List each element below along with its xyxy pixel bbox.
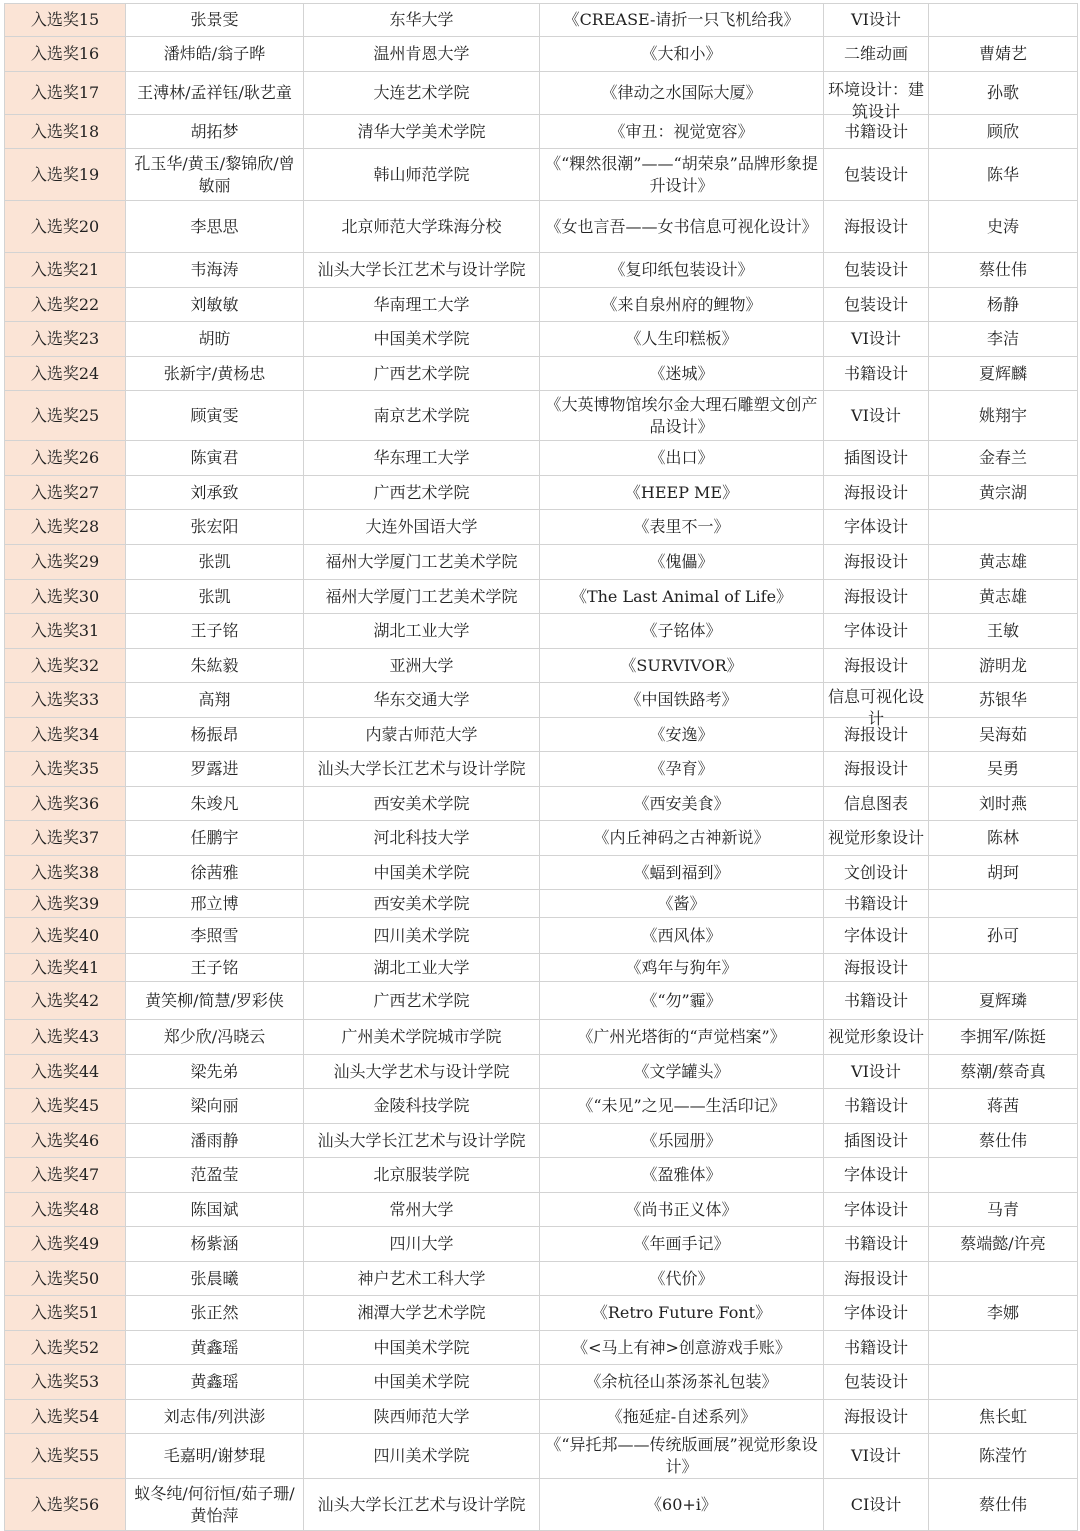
school-cell: 神户艺术工科大学 bbox=[304, 1262, 540, 1296]
award-cell: 入选奖48 bbox=[5, 1193, 126, 1227]
table-row bbox=[5, 357, 1078, 391]
award-cell: 入选奖55 bbox=[5, 1434, 126, 1479]
category-cell: 插图设计 bbox=[824, 441, 929, 476]
category-cell: 书籍设计 bbox=[824, 1331, 929, 1365]
author-cell: 韦海涛 bbox=[126, 253, 304, 288]
school-cell: 金陵科技学院 bbox=[304, 1089, 540, 1124]
table-row bbox=[5, 614, 1078, 649]
author-cell: 郑少欣/冯晓云 bbox=[126, 1020, 304, 1055]
table-row bbox=[5, 1434, 1078, 1479]
table-row bbox=[5, 510, 1078, 545]
author-cell: 张景雯 bbox=[126, 4, 304, 37]
author-cell: 张宏阳 bbox=[126, 510, 304, 545]
author-cell: 孔玉华/黄玉/黎锦欣/曾敏丽 bbox=[126, 149, 304, 201]
work-title-cell: 《复印纸包装设计》 bbox=[540, 253, 824, 288]
category-cell: 海报设计 bbox=[824, 1400, 929, 1434]
author-cell: 刘承致 bbox=[126, 476, 304, 510]
table-row bbox=[5, 1296, 1078, 1331]
author-cell: 黄鑫瑶 bbox=[126, 1365, 304, 1400]
author-cell: 潘炜皓/翁子晔 bbox=[126, 37, 304, 72]
award-cell: 入选奖34 bbox=[5, 718, 126, 752]
table-row bbox=[5, 253, 1078, 288]
work-title-cell: 《迷城》 bbox=[540, 357, 824, 391]
school-cell: 广西艺术学院 bbox=[304, 476, 540, 510]
author-cell: 王溥林/孟祥钰/耿艺童 bbox=[126, 72, 304, 115]
author-cell: 张新宇/黄杨忠 bbox=[126, 357, 304, 391]
table-row bbox=[5, 1365, 1078, 1400]
work-title-cell: 《乐园册》 bbox=[540, 1124, 824, 1158]
school-cell: 内蒙古师范大学 bbox=[304, 718, 540, 752]
school-cell: 华东理工大学 bbox=[304, 441, 540, 476]
work-title-cell: 《“未见”之见——生活印记》 bbox=[540, 1089, 824, 1124]
author-cell: 顾寅雯 bbox=[126, 391, 304, 441]
work-title-cell: 《孕育》 bbox=[540, 752, 824, 787]
category-cell: 海报设计 bbox=[824, 201, 929, 253]
school-cell: 汕头大学长江艺术与设计学院 bbox=[304, 1124, 540, 1158]
award-cell: 入选奖54 bbox=[5, 1400, 126, 1434]
school-cell: 四川美术学院 bbox=[304, 918, 540, 954]
award-cell: 入选奖20 bbox=[5, 201, 126, 253]
category-cell: 字体设计 bbox=[824, 510, 929, 545]
table-row bbox=[5, 72, 1078, 115]
advisor-cell: 黄志雄 bbox=[929, 545, 1078, 580]
advisor-cell: 焦长虹 bbox=[929, 1400, 1078, 1434]
author-cell: 范盈莹 bbox=[126, 1158, 304, 1193]
table-row bbox=[5, 787, 1078, 821]
award-cell: 入选奖21 bbox=[5, 253, 126, 288]
table-row bbox=[5, 322, 1078, 357]
author-cell: 陈国斌 bbox=[126, 1193, 304, 1227]
award-cell: 入选奖31 bbox=[5, 614, 126, 649]
advisor-cell: 孙可 bbox=[929, 918, 1078, 954]
work-title-cell: 《表里不一》 bbox=[540, 510, 824, 545]
advisor-cell: 姚翔宇 bbox=[929, 391, 1078, 441]
advisor-cell: 蔡仕伟 bbox=[929, 1124, 1078, 1158]
table-row bbox=[5, 918, 1078, 954]
work-title-cell: 《代价》 bbox=[540, 1262, 824, 1296]
table-row bbox=[5, 1331, 1078, 1365]
table-row bbox=[5, 37, 1078, 72]
award-cell: 入选奖42 bbox=[5, 982, 126, 1020]
author-cell: 张晨曦 bbox=[126, 1262, 304, 1296]
advisor-cell: 黄志雄 bbox=[929, 580, 1078, 614]
author-cell: 胡拓梦 bbox=[126, 115, 304, 149]
award-cell: 入选奖27 bbox=[5, 476, 126, 510]
work-title-cell: 《广州光塔街的“声觉档案”》 bbox=[540, 1020, 824, 1055]
school-cell: 中国美术学院 bbox=[304, 1331, 540, 1365]
advisor-cell: 胡珂 bbox=[929, 856, 1078, 890]
table-row bbox=[5, 1479, 1078, 1531]
award-cell: 入选奖39 bbox=[5, 890, 126, 918]
table-row bbox=[5, 441, 1078, 476]
award-cell: 入选奖38 bbox=[5, 856, 126, 890]
award-cell: 入选奖47 bbox=[5, 1158, 126, 1193]
school-cell: 广西艺术学院 bbox=[304, 357, 540, 391]
work-title-cell: 《年画手记》 bbox=[540, 1227, 824, 1262]
category-cell: VI设计 bbox=[824, 1055, 929, 1089]
table-row bbox=[5, 1089, 1078, 1124]
category-cell: VI设计 bbox=[824, 1434, 929, 1479]
school-cell: 亚洲大学 bbox=[304, 649, 540, 683]
award-cell: 入选奖32 bbox=[5, 649, 126, 683]
work-title-cell: 《律动之水国际大厦》 bbox=[540, 72, 824, 115]
table-row bbox=[5, 649, 1078, 683]
table-row bbox=[5, 718, 1078, 752]
school-cell: 华南理工大学 bbox=[304, 288, 540, 322]
table-row bbox=[5, 545, 1078, 580]
category-cell: 海报设计 bbox=[824, 752, 929, 787]
school-cell: 清华大学美术学院 bbox=[304, 115, 540, 149]
category-text: 环境设计：建筑设计 bbox=[827, 80, 924, 121]
award-cell: 入选奖49 bbox=[5, 1227, 126, 1262]
award-cell: 入选奖18 bbox=[5, 115, 126, 149]
advisor-cell bbox=[929, 1262, 1078, 1296]
author-cell: 任鹏宇 bbox=[126, 821, 304, 856]
advisor-cell: 吴勇 bbox=[929, 752, 1078, 787]
table-row bbox=[5, 683, 1078, 718]
award-cell: 入选奖40 bbox=[5, 918, 126, 954]
advisor-cell bbox=[929, 1158, 1078, 1193]
work-title-cell: 《大和小》 bbox=[540, 37, 824, 72]
advisor-cell: 夏辉璘 bbox=[929, 982, 1078, 1020]
award-cell: 入选奖16 bbox=[5, 37, 126, 72]
author-cell: 罗露进 bbox=[126, 752, 304, 787]
work-title-cell: 《出口》 bbox=[540, 441, 824, 476]
advisor-cell: 蔡仕伟 bbox=[929, 1479, 1078, 1531]
category-cell: VI设计 bbox=[824, 322, 929, 357]
work-title-cell: 《酱》 bbox=[540, 890, 824, 918]
advisor-cell: 吴海茹 bbox=[929, 718, 1078, 752]
work-title-cell: 《人生印糕板》 bbox=[540, 322, 824, 357]
school-cell: 河北科技大学 bbox=[304, 821, 540, 856]
category-cell: 海报设计 bbox=[824, 1262, 929, 1296]
category-cell: 文创设计 bbox=[824, 856, 929, 890]
school-cell: 陕西师范大学 bbox=[304, 1400, 540, 1434]
school-cell: 福州大学厦门工艺美术学院 bbox=[304, 545, 540, 580]
author-cell: 李思思 bbox=[126, 201, 304, 253]
table-row bbox=[5, 752, 1078, 787]
author-cell: 梁向丽 bbox=[126, 1089, 304, 1124]
author-cell: 杨振昂 bbox=[126, 718, 304, 752]
award-cell: 入选奖26 bbox=[5, 441, 126, 476]
author-cell: 高翔 bbox=[126, 683, 304, 718]
category-cell bbox=[824, 683, 929, 728]
category-cell: 海报设计 bbox=[824, 649, 929, 683]
award-cell: 入选奖53 bbox=[5, 1365, 126, 1400]
table-row bbox=[5, 1124, 1078, 1158]
advisor-cell: 杨静 bbox=[929, 288, 1078, 322]
advisor-cell: 李拥军/陈挺 bbox=[929, 1020, 1078, 1055]
category-cell: CI设计 bbox=[824, 1479, 929, 1531]
school-cell: 湖北工业大学 bbox=[304, 614, 540, 649]
category-cell: 书籍设计 bbox=[824, 115, 929, 149]
advisor-cell: 夏辉麟 bbox=[929, 357, 1078, 391]
advisor-cell: 蔡仕伟 bbox=[929, 253, 1078, 288]
category-cell: 海报设计 bbox=[824, 580, 929, 614]
work-title-cell: 《CREASE-请折一只飞机给我》 bbox=[540, 4, 824, 37]
work-title-cell: 《鸡年与狗年》 bbox=[540, 954, 824, 982]
school-cell: 西安美术学院 bbox=[304, 787, 540, 821]
work-title-cell: 《内丘神码之古神新说》 bbox=[540, 821, 824, 856]
work-title-cell: 《“粿然很潮”——“胡荣泉”品牌形象提升设计》 bbox=[540, 149, 824, 201]
school-cell: 广州美术学院城市学院 bbox=[304, 1020, 540, 1055]
advisor-cell: 陈滢竹 bbox=[929, 1434, 1078, 1479]
work-title-cell: 《<马上有神>创意游戏手账》 bbox=[540, 1331, 824, 1365]
award-cell: 入选奖15 bbox=[5, 4, 126, 37]
table-row bbox=[5, 115, 1078, 149]
category-text: 信息可视化设计 bbox=[827, 687, 924, 728]
author-cell: 李照雪 bbox=[126, 918, 304, 954]
category-cell: VI设计 bbox=[824, 391, 929, 441]
awards-table bbox=[4, 3, 1078, 1531]
category-cell: 海报设计 bbox=[824, 545, 929, 580]
award-cell: 入选奖41 bbox=[5, 954, 126, 982]
school-cell: 北京服装学院 bbox=[304, 1158, 540, 1193]
award-cell: 入选奖23 bbox=[5, 322, 126, 357]
award-cell: 入选奖30 bbox=[5, 580, 126, 614]
category-cell: 字体设计 bbox=[824, 918, 929, 954]
school-cell: 中国美术学院 bbox=[304, 322, 540, 357]
award-cell: 入选奖17 bbox=[5, 72, 126, 115]
advisor-cell: 蔡端懿/许亮 bbox=[929, 1227, 1078, 1262]
category-cell: 书籍设计 bbox=[824, 982, 929, 1020]
award-cell: 入选奖44 bbox=[5, 1055, 126, 1089]
work-title-cell: 《中国铁路考》 bbox=[540, 683, 824, 718]
table-row bbox=[5, 391, 1078, 441]
advisor-cell bbox=[929, 1331, 1078, 1365]
author-cell: 黄鑫瑶 bbox=[126, 1331, 304, 1365]
award-cell: 入选奖33 bbox=[5, 683, 126, 718]
work-title-cell: 《SURVIVOR》 bbox=[540, 649, 824, 683]
work-title-cell: 《拖延症-自述系列》 bbox=[540, 1400, 824, 1434]
work-title-cell: 《傀儡》 bbox=[540, 545, 824, 580]
award-cell: 入选奖51 bbox=[5, 1296, 126, 1331]
author-cell: 王子铭 bbox=[126, 614, 304, 649]
category-cell: 字体设计 bbox=[824, 614, 929, 649]
author-cell: 徐茜雅 bbox=[126, 856, 304, 890]
advisor-cell: 蔡潮/蔡奇真 bbox=[929, 1055, 1078, 1089]
school-cell: 福州大学厦门工艺美术学院 bbox=[304, 580, 540, 614]
category-cell: 字体设计 bbox=[824, 1158, 929, 1193]
author-cell: 陈寅君 bbox=[126, 441, 304, 476]
advisor-cell: 马青 bbox=[929, 1193, 1078, 1227]
work-title-cell: 《西风体》 bbox=[540, 918, 824, 954]
advisor-cell bbox=[929, 510, 1078, 545]
author-cell: 张正然 bbox=[126, 1296, 304, 1331]
author-cell: 梁先弟 bbox=[126, 1055, 304, 1089]
award-cell: 入选奖25 bbox=[5, 391, 126, 441]
school-cell: 西安美术学院 bbox=[304, 890, 540, 918]
category-cell: 包装设计 bbox=[824, 288, 929, 322]
author-cell: 张凯 bbox=[126, 580, 304, 614]
category-cell: 书籍设计 bbox=[824, 357, 929, 391]
school-cell: 韩山师范学院 bbox=[304, 149, 540, 201]
advisor-cell: 陈林 bbox=[929, 821, 1078, 856]
work-title-cell: 《西安美食》 bbox=[540, 787, 824, 821]
school-cell: 汕头大学长江艺术与设计学院 bbox=[304, 253, 540, 288]
table-row bbox=[5, 288, 1078, 322]
advisor-cell: 蒋茜 bbox=[929, 1089, 1078, 1124]
author-cell: 朱紘毅 bbox=[126, 649, 304, 683]
advisor-cell: 李娜 bbox=[929, 1296, 1078, 1331]
category-cell: 包装设计 bbox=[824, 1365, 929, 1400]
award-cell: 入选奖22 bbox=[5, 288, 126, 322]
author-cell: 蚁冬纯/何衍恒/茹子珊/黄怡萍 bbox=[126, 1479, 304, 1531]
school-cell: 大连外国语大学 bbox=[304, 510, 540, 545]
work-title-cell: 《“勿”霾》 bbox=[540, 982, 824, 1020]
table-row bbox=[5, 4, 1078, 37]
category-cell: 二维动画 bbox=[824, 37, 929, 72]
advisor-cell bbox=[929, 890, 1078, 918]
table-row bbox=[5, 1020, 1078, 1055]
advisor-cell: 王敏 bbox=[929, 614, 1078, 649]
work-title-cell: 《The Last Animal of Life》 bbox=[540, 580, 824, 614]
award-cell: 入选奖29 bbox=[5, 545, 126, 580]
award-cell: 入选奖56 bbox=[5, 1479, 126, 1531]
category-cell: 海报设计 bbox=[824, 476, 929, 510]
advisor-cell: 金春兰 bbox=[929, 441, 1078, 476]
school-cell: 汕头大学长江艺术与设计学院 bbox=[304, 752, 540, 787]
advisor-cell: 游明龙 bbox=[929, 649, 1078, 683]
advisor-cell: 苏银华 bbox=[929, 683, 1078, 718]
table-row bbox=[5, 890, 1078, 918]
category-cell: 视觉形象设计 bbox=[824, 821, 929, 856]
category-cell: 字体设计 bbox=[824, 1193, 929, 1227]
category-cell: 书籍设计 bbox=[824, 1227, 929, 1262]
award-cell: 入选奖19 bbox=[5, 149, 126, 201]
advisor-cell: 孙歌 bbox=[929, 72, 1078, 115]
school-cell: 温州肯恩大学 bbox=[304, 37, 540, 72]
school-cell: 汕头大学长江艺术与设计学院 bbox=[304, 1479, 540, 1531]
table-row bbox=[5, 954, 1078, 982]
author-cell: 刘敏敏 bbox=[126, 288, 304, 322]
school-cell: 汕头大学艺术与设计学院 bbox=[304, 1055, 540, 1089]
work-title-cell: 《60+i》 bbox=[540, 1479, 824, 1531]
advisor-cell bbox=[929, 954, 1078, 982]
category-cell bbox=[824, 72, 929, 121]
table-row bbox=[5, 982, 1078, 1020]
award-cell: 入选奖24 bbox=[5, 357, 126, 391]
work-title-cell: 《安逸》 bbox=[540, 718, 824, 752]
author-cell: 刘志伟/列洪澎 bbox=[126, 1400, 304, 1434]
category-cell: 信息图表 bbox=[824, 787, 929, 821]
work-title-cell: 《Retro Future Font》 bbox=[540, 1296, 824, 1331]
school-cell: 四川美术学院 bbox=[304, 1434, 540, 1479]
award-cell: 入选奖46 bbox=[5, 1124, 126, 1158]
school-cell: 常州大学 bbox=[304, 1193, 540, 1227]
school-cell: 湘潭大学艺术学院 bbox=[304, 1296, 540, 1331]
advisor-cell: 黄宗湖 bbox=[929, 476, 1078, 510]
category-cell: 书籍设计 bbox=[824, 1089, 929, 1124]
award-cell: 入选奖36 bbox=[5, 787, 126, 821]
advisor-cell: 史涛 bbox=[929, 201, 1078, 253]
school-cell: 东华大学 bbox=[304, 4, 540, 37]
category-cell: 包装设计 bbox=[824, 253, 929, 288]
author-cell: 张凯 bbox=[126, 545, 304, 580]
work-title-cell: 《文学罐头》 bbox=[540, 1055, 824, 1089]
table-row bbox=[5, 1400, 1078, 1434]
school-cell: 南京艺术学院 bbox=[304, 391, 540, 441]
author-cell: 黄笑柳/简慧/罗彩侠 bbox=[126, 982, 304, 1020]
author-cell: 王子铭 bbox=[126, 954, 304, 982]
category-cell: VI设计 bbox=[824, 4, 929, 37]
author-cell: 毛嘉明/谢梦琨 bbox=[126, 1434, 304, 1479]
work-title-cell: 《尚书正义体》 bbox=[540, 1193, 824, 1227]
school-cell: 大连艺术学院 bbox=[304, 72, 540, 115]
work-title-cell: 《女也言吾——女书信息可视化设计》 bbox=[540, 201, 824, 253]
table-row bbox=[5, 580, 1078, 614]
work-title-cell: 《“异托邦——传统版画展”视觉形象设计》 bbox=[540, 1434, 824, 1479]
table-row bbox=[5, 1193, 1078, 1227]
category-cell: 字体设计 bbox=[824, 1296, 929, 1331]
table-row bbox=[5, 1055, 1078, 1089]
table-row bbox=[5, 856, 1078, 890]
work-title-cell: 《蝠到福到》 bbox=[540, 856, 824, 890]
advisor-cell: 刘时燕 bbox=[929, 787, 1078, 821]
category-cell: 海报设计 bbox=[824, 954, 929, 982]
table-row bbox=[5, 201, 1078, 253]
work-title-cell: 《审丑：视觉宽容》 bbox=[540, 115, 824, 149]
school-cell: 湖北工业大学 bbox=[304, 954, 540, 982]
table-row bbox=[5, 1262, 1078, 1296]
category-cell: 视觉形象设计 bbox=[824, 1020, 929, 1055]
author-cell: 杨紫涵 bbox=[126, 1227, 304, 1262]
school-cell: 中国美术学院 bbox=[304, 856, 540, 890]
award-cell: 入选奖37 bbox=[5, 821, 126, 856]
advisor-cell: 李洁 bbox=[929, 322, 1078, 357]
award-cell: 入选奖45 bbox=[5, 1089, 126, 1124]
work-title-cell: 《大英博物馆埃尔金大理石雕塑文创产品设计》 bbox=[540, 391, 824, 441]
school-cell: 北京师范大学珠海分校 bbox=[304, 201, 540, 253]
school-cell: 华东交通大学 bbox=[304, 683, 540, 718]
work-title-cell: 《HEEP ME》 bbox=[540, 476, 824, 510]
awards-table-body bbox=[5, 4, 1078, 1531]
award-cell: 入选奖43 bbox=[5, 1020, 126, 1055]
work-title-cell: 《余杭径山茶汤茶礼包装》 bbox=[540, 1365, 824, 1400]
category-cell: 包装设计 bbox=[824, 149, 929, 201]
author-cell: 胡昉 bbox=[126, 322, 304, 357]
work-title-cell: 《来自泉州府的鲤物》 bbox=[540, 288, 824, 322]
table-row bbox=[5, 149, 1078, 201]
advisor-cell: 曹婧艺 bbox=[929, 37, 1078, 72]
award-cell: 入选奖35 bbox=[5, 752, 126, 787]
school-cell: 四川大学 bbox=[304, 1227, 540, 1262]
school-cell: 广西艺术学院 bbox=[304, 982, 540, 1020]
author-cell: 朱竣凡 bbox=[126, 787, 304, 821]
award-cell: 入选奖52 bbox=[5, 1331, 126, 1365]
table-row bbox=[5, 1158, 1078, 1193]
author-cell: 邢立博 bbox=[126, 890, 304, 918]
category-cell: 插图设计 bbox=[824, 1124, 929, 1158]
advisor-cell: 顾欣 bbox=[929, 115, 1078, 149]
work-title-cell: 《盈雅体》 bbox=[540, 1158, 824, 1193]
category-cell: 书籍设计 bbox=[824, 890, 929, 918]
table-row bbox=[5, 1227, 1078, 1262]
advisor-cell: 陈华 bbox=[929, 149, 1078, 201]
school-cell: 中国美术学院 bbox=[304, 1365, 540, 1400]
award-cell: 入选奖28 bbox=[5, 510, 126, 545]
work-title-cell: 《子铭体》 bbox=[540, 614, 824, 649]
category-cell: 海报设计 bbox=[824, 718, 929, 752]
advisor-cell bbox=[929, 4, 1078, 37]
author-cell: 潘雨静 bbox=[126, 1124, 304, 1158]
advisor-cell bbox=[929, 1365, 1078, 1400]
table-row bbox=[5, 476, 1078, 510]
award-cell: 入选奖50 bbox=[5, 1262, 126, 1296]
table-row bbox=[5, 821, 1078, 856]
